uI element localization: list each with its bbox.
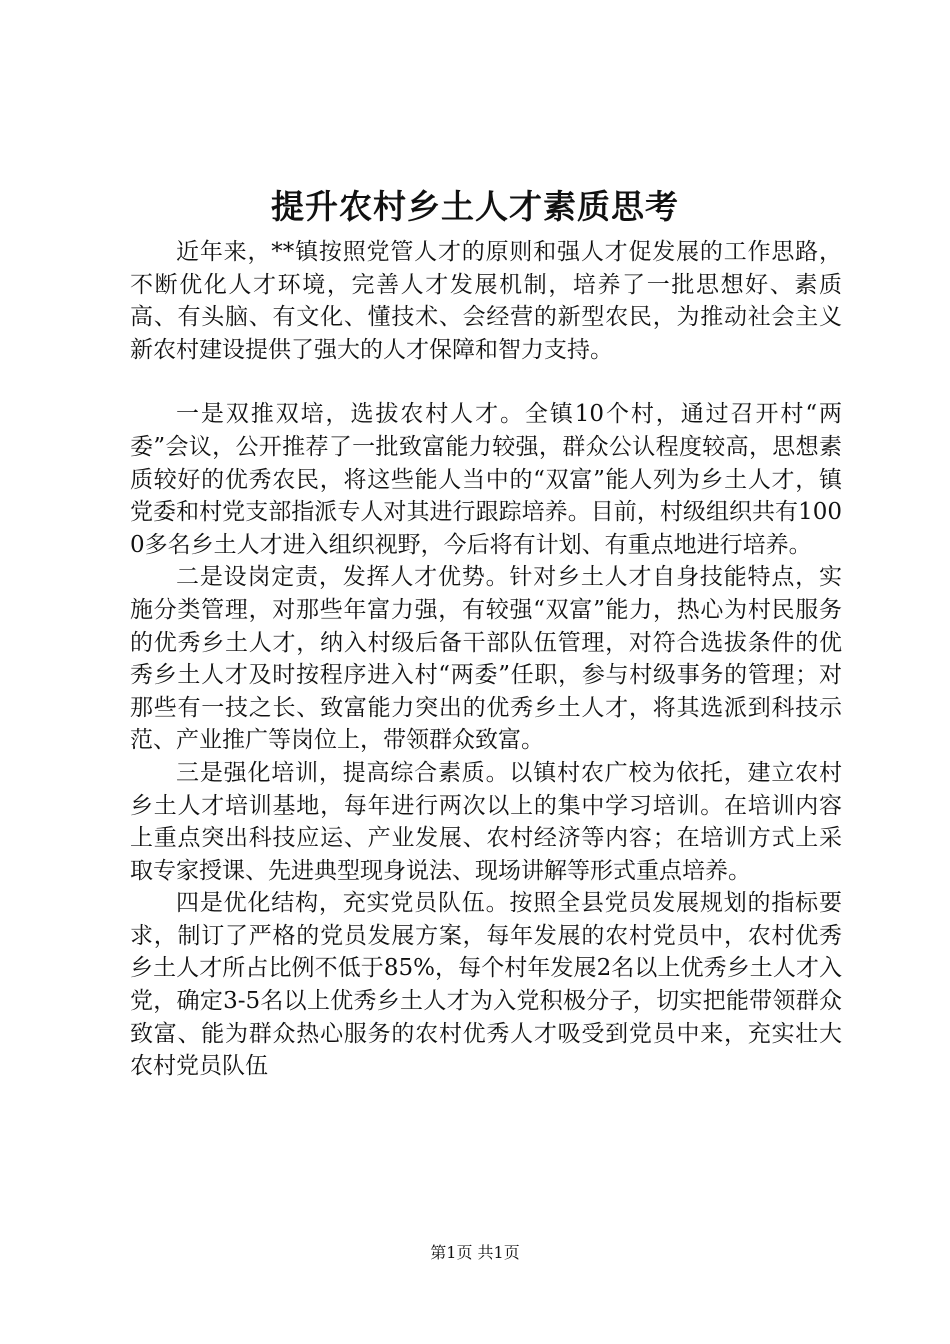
page-footer: 第1页 共1页 [430, 1243, 520, 1262]
paragraph-point-4: 四是优化结构，充实党员队伍。按照全县党员发展规划的指标要求，制订了严格的党员发展方案，每年发展的农村党员中，农村优秀乡土人才所占比例不低于85%，每个村年发展2名以上优秀乡土人才入党，确定3-5名以上优秀乡土人才为入党积极分子，切实把能带领群众致富、能为群众热心服务的农村优秀人才吸受到党员中来，充实壮大农村党员队伍 [130, 890, 842, 1080]
document-title: 提升农村乡土人才素质思考 [271, 187, 679, 226]
document-body [130, 236, 842, 1083]
paragraph-point-1: 一是双推双培，选拔农村人才。全镇10个村，通过召开村“两委”会议，公开推荐了一批致富能力较强，群众公认程度较高，思想素质较好的优秀农民，将这些能人当中的“双富”能人列为乡土人才，镇党委和村党支部指派专人对其进行跟踪培养。目前，村级组织共有1000多名乡土人才进入组织视野，今后将有计划、有重点地进行培养。 [130, 401, 842, 558]
paragraph-point-2: 二是设岗定责，发挥人才优势。针对乡土人才自身技能特点，实施分类管理，对那些年富力强，有较强“双富”能力，热心为村民服务的优秀乡土人才，纳入村级后备干部队伍管理，对符合选拔条件的优秀乡土人才及时按程序进入村“两委”任职，参与村级事务的管理；对那些有一技之长、致富能力突出的优秀乡土人才，将其选派到科技示范、产业推广等岗位上，带领群众致富。 [130, 564, 842, 754]
paragraph-intro: 近年来，**镇按照党管人才的原则和强人才促发展的工作思路，不断优化人才环境，完善人才发展机制，培养了一批思想好、素质高、有头脑、有文化、懂技术、会经营的新型农民，为推动社会主义新农村建设提供了强大的人才保障和智力支持。 [130, 239, 842, 363]
paragraph-point-3: 三是强化培训，提高综合素质。以镇村农广校为依托，建立农村乡土人才培训基地，每年进行两次以上的集中学习培训。在培训内容上重点突出科技应运、产业发展、农村经济等内容；在培训方式上采取专家授课、先进典型现身说法、现场讲解等形式重点培养。 [130, 759, 842, 884]
